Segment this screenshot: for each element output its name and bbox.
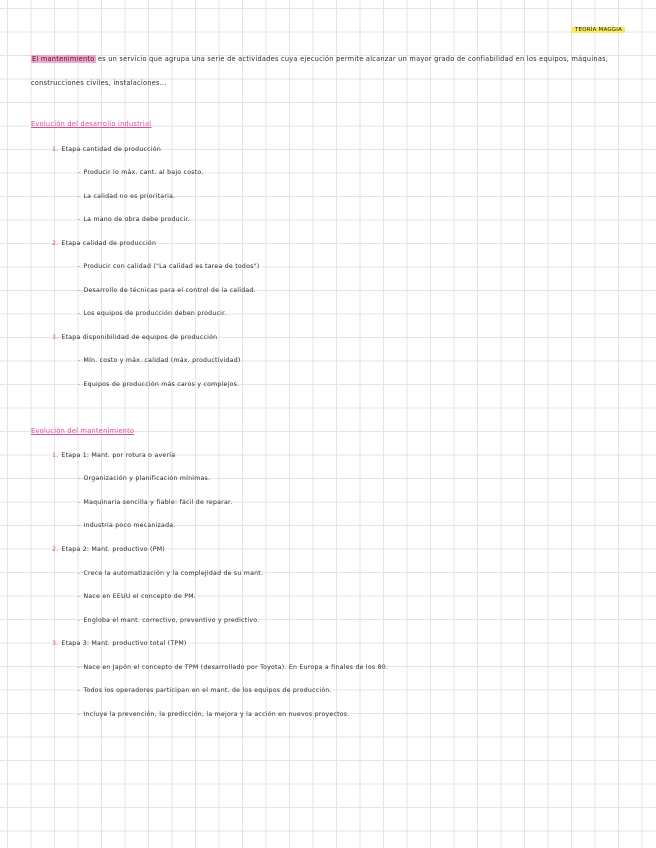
bullet-text: Mín. costo y máx. calidad (máx. productividad) bbox=[83, 357, 241, 364]
stage-item bbox=[52, 545, 165, 555]
dash-icon: - bbox=[78, 664, 81, 671]
bullet-text: Desarrollo de técnicas para el control de la calidad. bbox=[83, 287, 256, 294]
stage-title: Etapa 1: Mant. por rotura o avería bbox=[61, 452, 176, 459]
bullet-item bbox=[78, 569, 263, 579]
stage-item bbox=[52, 639, 187, 649]
dash-icon: - bbox=[78, 357, 81, 364]
stage-item bbox=[52, 239, 156, 249]
bullet-text: Industria poco mecanizada. bbox=[83, 522, 176, 529]
bullet-item bbox=[78, 592, 196, 602]
stage-number: 1. bbox=[52, 452, 59, 459]
dash-icon: - bbox=[78, 593, 81, 600]
bullet-item bbox=[78, 356, 241, 366]
bullet-text: Producir lo máx. cant. al bajo costo. bbox=[83, 169, 204, 176]
intro-text: es un servicio que agrupa una serie de actividades cuya ejecución permite alcanzar un mayor grado de confiabilidad en los equipos, máquinas, construcciones civiles, instalaciones... bbox=[31, 55, 609, 87]
bullet-text: Equipos de producción más caros y complejos. bbox=[83, 381, 240, 388]
stage-number: 2. bbox=[52, 546, 59, 553]
dash-icon: - bbox=[78, 310, 81, 317]
bullet-item bbox=[78, 686, 332, 696]
bullet-item bbox=[78, 192, 175, 202]
dash-icon: - bbox=[78, 475, 81, 482]
intro-paragraph bbox=[31, 48, 623, 95]
dash-icon: - bbox=[78, 169, 81, 176]
bullet-item bbox=[78, 663, 388, 673]
bullet-text: Incluye la prevención, la predicción, la mejora y la acción en nuevos proyectos. bbox=[83, 711, 350, 718]
dash-icon: - bbox=[78, 687, 81, 694]
stage-number: 1. bbox=[52, 146, 59, 153]
dash-icon: - bbox=[78, 263, 81, 270]
stage-title: Etapa 3: Mant. productivo total (TPM) bbox=[61, 640, 187, 647]
stage-title: Etapa cantidad de producción bbox=[61, 146, 161, 153]
stage-item bbox=[52, 451, 175, 461]
dash-icon: - bbox=[78, 522, 81, 529]
bullet-text: Nace en Japón el concepto de TPM (desarrollado por Toyota). En Europa a finales de los 80. bbox=[83, 664, 389, 671]
section-heading-maintenance: Evolución del mantenimiento bbox=[31, 427, 135, 435]
bullet-item bbox=[78, 710, 350, 720]
dash-icon: - bbox=[78, 499, 81, 506]
bullet-text: Todos los operadores participan en el mant. de los equipos de producción. bbox=[83, 687, 332, 694]
bullet-item bbox=[78, 616, 259, 626]
stage-number: 3. bbox=[52, 640, 59, 647]
bullet-item bbox=[78, 262, 259, 272]
dash-icon: - bbox=[78, 617, 81, 624]
bullet-text: La calidad no es prioritaria. bbox=[83, 193, 176, 200]
bullet-item bbox=[78, 474, 210, 484]
section-heading-industrial: Evolución del desarrollo industrial bbox=[31, 120, 152, 128]
bullet-text: La mano de obra debe producir. bbox=[83, 216, 190, 223]
dash-icon: - bbox=[78, 381, 81, 388]
bullet-item bbox=[78, 309, 227, 319]
bullet-item bbox=[78, 215, 190, 225]
bullet-item bbox=[78, 168, 204, 178]
stage-title: Etapa calidad de producción bbox=[61, 240, 157, 247]
bullet-text: Nace en EEUU el concepto de PM. bbox=[83, 593, 197, 600]
dash-icon: - bbox=[78, 193, 81, 200]
bullet-item bbox=[78, 286, 256, 296]
stage-title: Etapa 2: Mant. productivo (PM) bbox=[61, 546, 165, 553]
bullet-item bbox=[78, 521, 176, 531]
stage-title: Etapa disponibilidad de equipos de producción bbox=[61, 334, 218, 341]
dash-icon: - bbox=[78, 287, 81, 294]
dash-icon: - bbox=[78, 570, 81, 577]
stage-number: 3. bbox=[52, 334, 59, 341]
intro-keyword: El mantenimiento bbox=[32, 55, 95, 63]
bullet-text: Los equipos de producción deben producir. bbox=[83, 310, 227, 317]
dash-icon: - bbox=[78, 216, 81, 223]
bullet-text: Crece la automatización y la complejidad de su mant. bbox=[83, 570, 264, 577]
bullet-item bbox=[78, 498, 232, 508]
stage-item bbox=[52, 145, 161, 155]
topic-tag: TEORÍA MAGGIA bbox=[572, 27, 625, 33]
bullet-text: Maquinaria sencilla y fiable: fácil de reparar. bbox=[83, 499, 233, 506]
bullet-text: Producir con calidad ("La calidad es tarea de todos") bbox=[83, 263, 260, 270]
stage-item bbox=[52, 333, 217, 343]
bullet-text: Organización y planificación mínimas. bbox=[83, 475, 211, 482]
bullet-item bbox=[78, 380, 239, 390]
stage-number: 2. bbox=[52, 240, 59, 247]
bullet-text: Engloba el mant. correctivo, preventivo y predictivo. bbox=[83, 617, 260, 624]
dash-icon: - bbox=[78, 711, 81, 718]
